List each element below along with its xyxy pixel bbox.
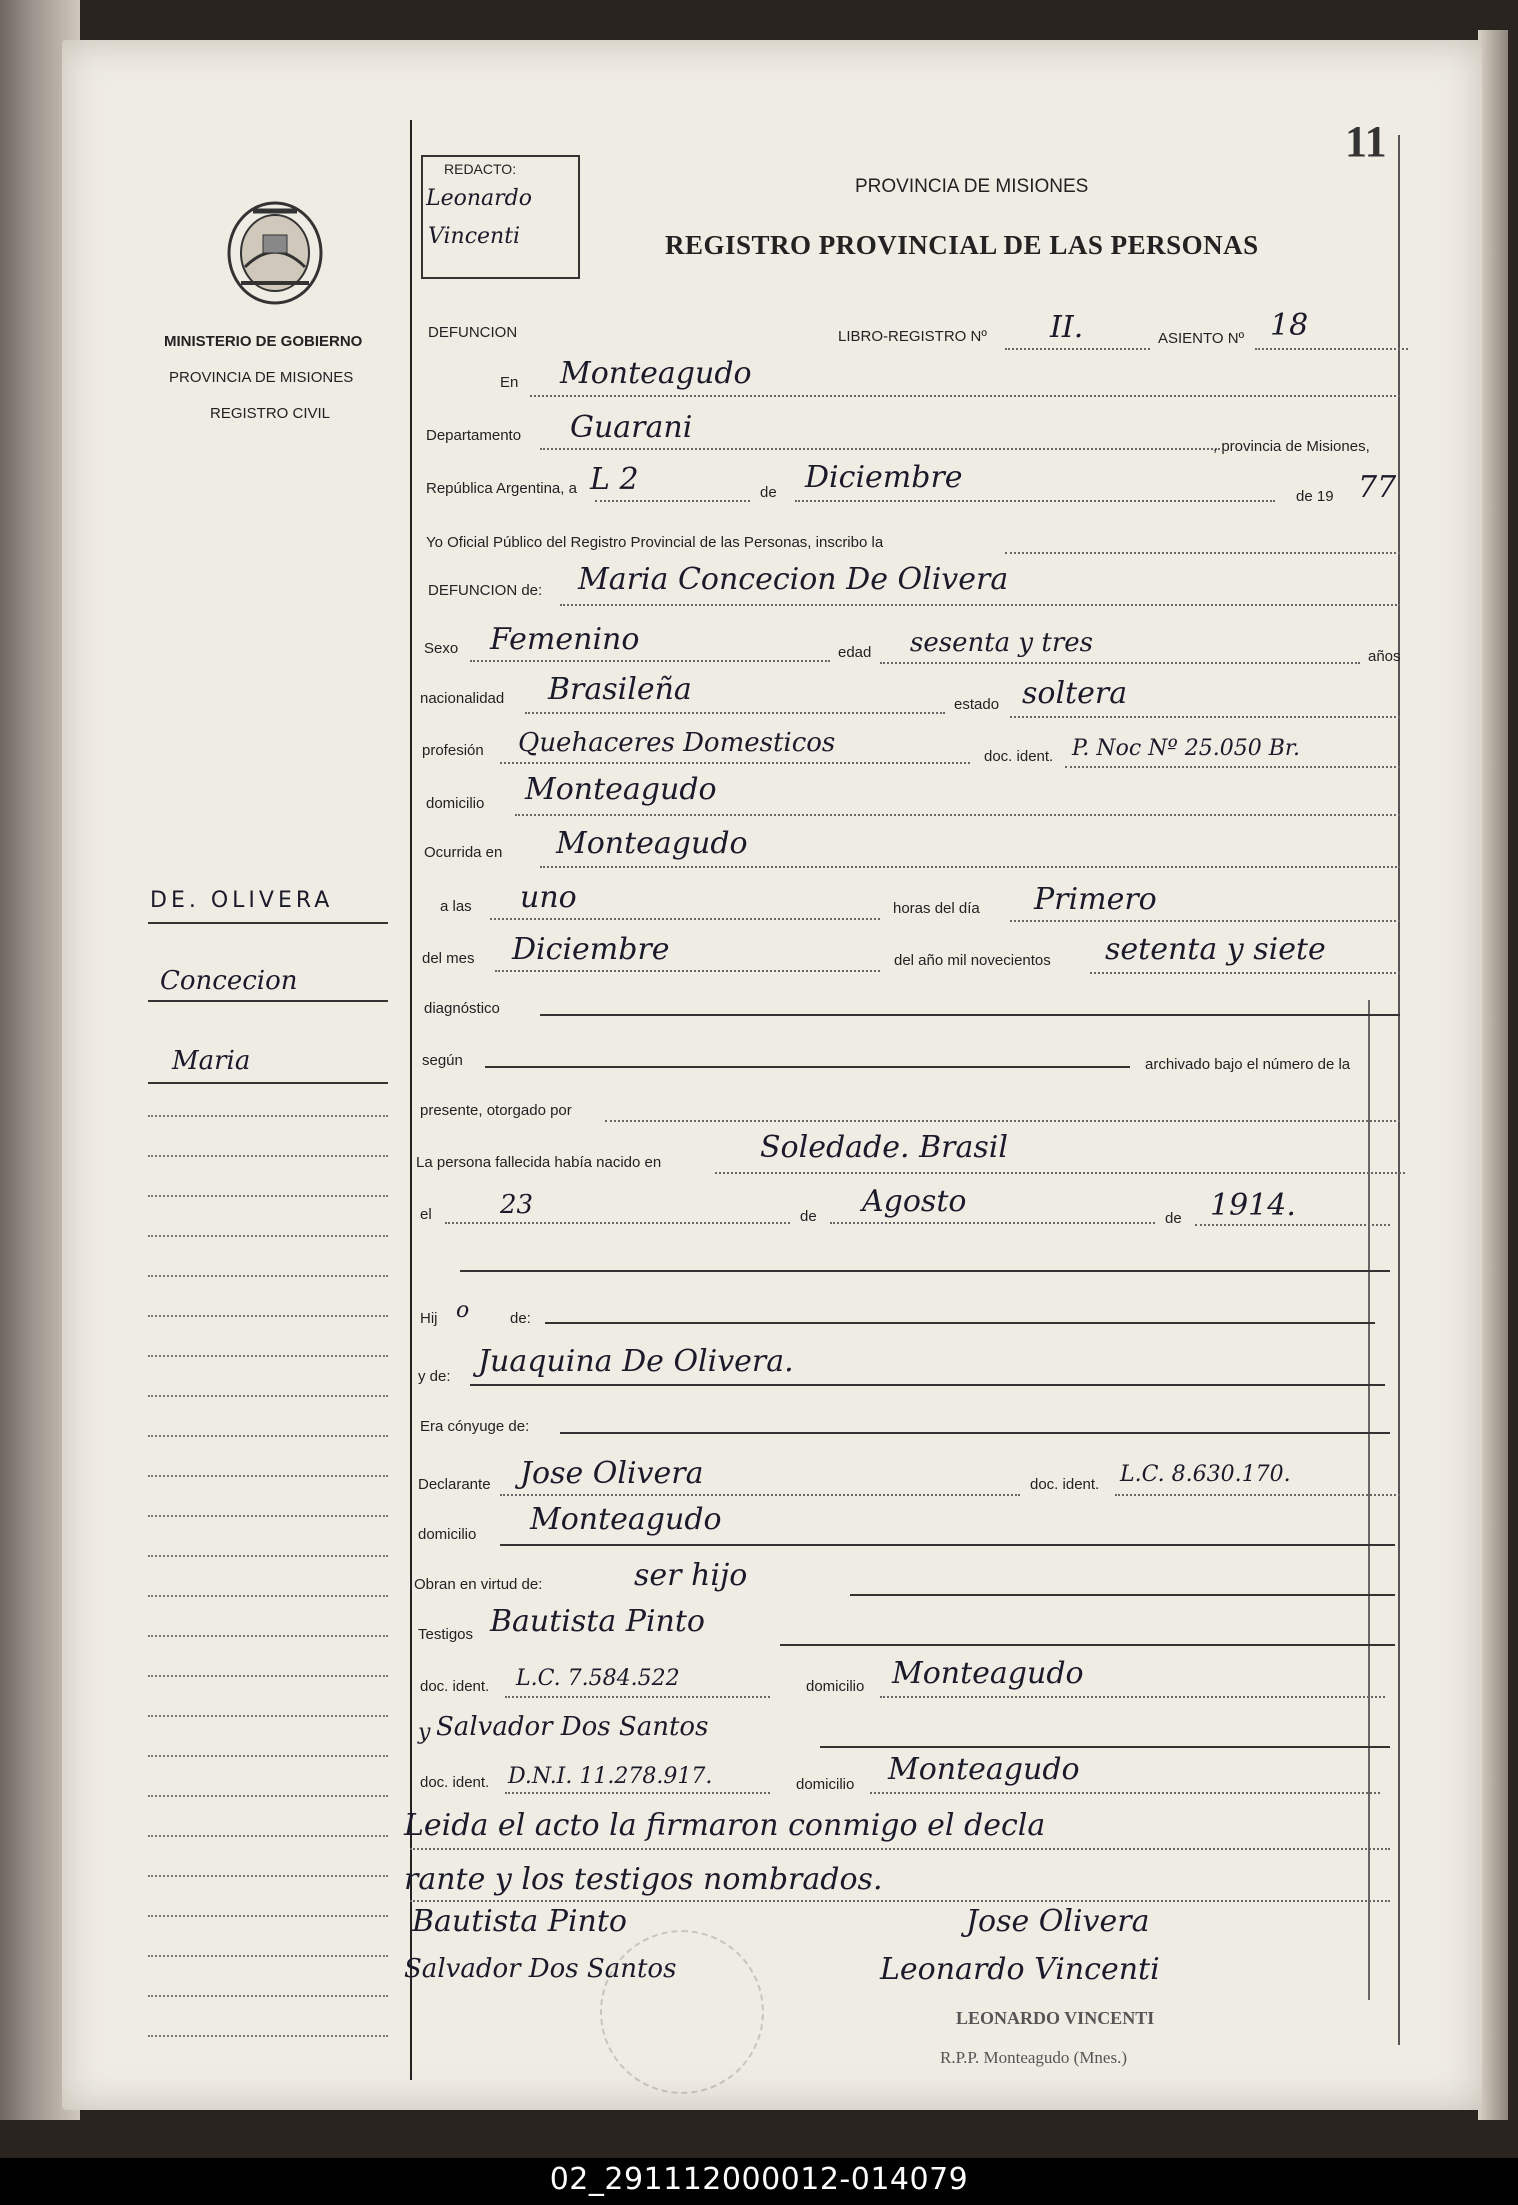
de-year-label: de 19: [1296, 488, 1334, 505]
anio-value: setenta y siete: [1105, 932, 1326, 967]
doc-ident-line: [1065, 766, 1400, 768]
t2-dom-label: domicilio: [796, 1776, 855, 1793]
defuncion-de-value: Maria Concecion De Olivera: [578, 562, 1009, 597]
defuncion-label: DEFUNCION: [428, 324, 518, 341]
hij-label: Hij: [420, 1310, 438, 1327]
margin-line: [148, 1875, 388, 1877]
margin-line: [148, 1635, 388, 1637]
presente-line: [605, 1120, 1400, 1122]
el-value: 23: [500, 1190, 534, 1220]
officer-title: R.P.P. Monteagudo (Mnes.): [940, 2048, 1128, 2067]
left-registry-label: REGISTRO CIVIL: [210, 405, 331, 422]
dia-value: L 2: [590, 462, 639, 497]
doc-ident-label: doc. ident.: [984, 748, 1054, 765]
margin-line: [148, 1515, 388, 1517]
sexo-value: Femenino: [490, 622, 640, 657]
signature-leonardo-vincenti: Leonardo Vincenti: [880, 1952, 1160, 1987]
edad-value: sesenta y tres: [910, 628, 1093, 658]
declarante-label: Declarante: [418, 1476, 491, 1493]
alas-value: uno: [520, 880, 577, 915]
en-value: Monteagudo: [560, 356, 752, 391]
margin-line: [148, 1275, 388, 1277]
el-line: [445, 1222, 790, 1224]
domicilio-line: [515, 814, 1400, 816]
estado-label: estado: [954, 696, 1000, 713]
margin-line: [148, 1355, 388, 1357]
margin-line: [148, 1595, 388, 1597]
header-title: REGISTRO PROVINCIAL DE LAS PERSONAS: [665, 230, 1259, 260]
t1-doc-line: [505, 1696, 770, 1698]
hij-line: [545, 1322, 1375, 1324]
right-frame-line: [1398, 135, 1400, 2045]
testigo1-value: Bautista Pinto: [490, 1604, 705, 1639]
mes-value: Diciembre: [805, 460, 963, 495]
margin-line: [148, 1475, 388, 1477]
margin-line: [148, 1115, 388, 1117]
testigos-label: Testigos: [418, 1626, 474, 1643]
nacido-line: [715, 1172, 1405, 1174]
nacionalidad-value: Brasileña: [548, 672, 692, 707]
diagnostico-label: diagnóstico: [424, 1000, 500, 1017]
margin-name1: Maria: [172, 1046, 251, 1076]
sexo-label: Sexo: [424, 640, 459, 657]
closing-line2: rante y los testigos nombrados.: [404, 1862, 883, 1897]
margin-line: [148, 2035, 388, 2037]
decl-doc-value: L.C. 8.630.170.: [1120, 1462, 1291, 1487]
de2-label: de: [800, 1208, 817, 1225]
anos-label: años: [1368, 648, 1401, 665]
margin-line: [148, 1155, 388, 1157]
horas-line: [1010, 920, 1400, 922]
diagnostico-line: [540, 1014, 1400, 1016]
asiento-label: ASIENTO Nº: [1158, 330, 1245, 347]
profesion-line: [500, 762, 970, 764]
margin-line: [148, 922, 388, 924]
yde-label: y de:: [418, 1368, 451, 1385]
margin-line: [148, 1082, 388, 1084]
margin-line: [148, 1795, 388, 1797]
decl-doc-label: doc. ident.: [1030, 1476, 1100, 1493]
obran-value: ser hijo: [634, 1558, 748, 1593]
domicilio-label: domicilio: [426, 795, 485, 812]
t2-doc-value: D.N.I. 11.278.917.: [508, 1764, 713, 1789]
redacto-signature-line1: Leonardo: [426, 186, 533, 211]
decl-dom-value: Monteagudo: [530, 1502, 722, 1537]
dia-line: [595, 500, 750, 502]
decl-doc-line: [1115, 1494, 1400, 1496]
sexo-line: [470, 660, 830, 662]
nacido-label: La persona fallecida había nacido en: [416, 1154, 662, 1171]
margin-line: [148, 1835, 388, 1837]
presente-label: presente, otorgado por: [420, 1102, 572, 1119]
obran-line: [850, 1594, 1395, 1596]
de-label: de: [760, 484, 777, 501]
estado-line: [1010, 716, 1400, 718]
yde-line: [470, 1384, 1385, 1386]
asiento-value: 18: [1270, 308, 1309, 343]
profesion-label: profesión: [422, 742, 484, 759]
en-line: [530, 395, 1400, 397]
page-number: 11: [1345, 117, 1387, 166]
alas-line: [490, 918, 880, 920]
signature-bautista-pinto: Bautista Pinto: [412, 1904, 627, 1939]
testigo1-line: [780, 1644, 1395, 1646]
margin-line: [148, 1955, 388, 1957]
conyuge-label: Era cónyuge de:: [420, 1418, 530, 1435]
redacto-label: REDACTO:: [444, 161, 517, 177]
left-province-label: PROVINCIA DE MISIONES: [169, 369, 354, 386]
estado-value: soltera: [1022, 676, 1128, 711]
mes-line: [795, 500, 1275, 502]
defuncion-de-label: DEFUNCION de:: [428, 582, 543, 599]
oficial-text: Yo Oficial Público del Registro Provincial de las Personas, inscribo la: [426, 534, 884, 551]
republica-label: República Argentina, a: [426, 480, 577, 497]
testigo2-prefix: y: [418, 1720, 431, 1745]
libro-line: [1005, 348, 1150, 350]
margin-line: [148, 1715, 388, 1717]
conyuge-line: [560, 1432, 1390, 1434]
closing-line1: Leida el acto la firmaron conmigo el decla: [404, 1808, 1046, 1843]
margin-line: [148, 1395, 388, 1397]
decl-dom-label: domicilio: [418, 1526, 477, 1543]
nac-mes-value: Agosto: [862, 1184, 967, 1219]
margin-name2: Concecion: [160, 966, 298, 996]
margin-line: [148, 1435, 388, 1437]
provincia-suffix: , provincia de Misiones,: [1213, 438, 1370, 455]
departamento-value: Guarani: [570, 410, 693, 445]
ocurrida-line: [540, 866, 1400, 868]
oficial-line: [1005, 552, 1400, 554]
image-caption: 02_291112000012-014079: [549, 2162, 969, 2197]
t2-dom-value: Monteagudo: [888, 1752, 1080, 1787]
horas-value: Primero: [1034, 882, 1157, 917]
ministry-label: MINISTERIO DE GOBIERNO: [164, 333, 363, 350]
ocurrida-value: Monteagudo: [556, 826, 748, 861]
t2-doc-line: [505, 1792, 770, 1794]
signature-salvador-dos-santos: Salvador Dos Santos: [404, 1954, 677, 1984]
t2-dom-line: [870, 1792, 1380, 1794]
redacto-signature-line2: Vincenti: [428, 224, 521, 249]
margin-line: [148, 1315, 388, 1317]
doc-ident-value: P. Noc Nº 25.050 Br.: [1072, 736, 1300, 761]
horas-label: horas del día: [893, 900, 980, 917]
el-label: el: [420, 1206, 432, 1223]
inner-frame-line: [1368, 1000, 1370, 2000]
margin-line: [148, 1195, 388, 1197]
t1-dom-line: [880, 1696, 1385, 1698]
margin-divider-line: [410, 120, 412, 2080]
obran-label: Obran en virtud de:: [414, 1576, 543, 1593]
segun-line: [485, 1066, 1130, 1068]
margin-line: [148, 1675, 388, 1677]
closing-line1-rule: [410, 1848, 1390, 1850]
header-province: PROVINCIA DE MISIONES: [855, 176, 1089, 197]
defuncion-de-line: [560, 604, 1400, 606]
departamento-label: Departamento: [426, 427, 522, 444]
nacido-value: Soledade. Brasil: [760, 1130, 1008, 1165]
testigo2-line: [820, 1746, 1390, 1748]
t1-dom-label: domicilio: [806, 1678, 865, 1695]
margin-line: [148, 1555, 388, 1557]
asiento-line: [1255, 348, 1408, 350]
official-stamp: [600, 1930, 764, 2094]
t1-doc-label: doc. ident.: [420, 1678, 490, 1695]
en-label: En: [500, 374, 519, 391]
mes2-line: [495, 970, 880, 972]
nac-mes-line: [830, 1222, 1155, 1224]
signature-jose-olivera: Jose Olivera: [966, 1904, 1150, 1939]
testigo2-value: Salvador Dos Santos: [436, 1712, 709, 1742]
hij-de-label: de:: [510, 1310, 531, 1327]
anio-line: [1090, 972, 1400, 974]
profesion-value: Quehaceres Domesticos: [518, 728, 836, 758]
nacionalidad-line: [525, 712, 945, 714]
domicilio-value: Monteagudo: [525, 772, 717, 807]
hij-value: o: [456, 1298, 470, 1323]
officer-name: LEONARDO VINCENTI: [956, 2008, 1155, 2028]
closing-line2-rule: [410, 1900, 1390, 1902]
nacionalidad-label: nacionalidad: [420, 690, 505, 707]
archivado-label: archivado bajo el número de la: [1145, 1056, 1351, 1073]
de3-label: de: [1165, 1210, 1182, 1227]
t1-dom-value: Monteagudo: [892, 1656, 1084, 1691]
mes-label: del mes: [422, 950, 475, 967]
edad-label: edad: [838, 644, 872, 661]
yde-value: Juaquina De Olivera.: [478, 1344, 794, 1379]
page-edge: [1478, 30, 1508, 2120]
margin-line: [148, 1755, 388, 1757]
alas-label: a las: [440, 898, 472, 915]
edad-line: [880, 662, 1360, 664]
margin-line: [148, 1915, 388, 1917]
departamento-line: [540, 448, 1220, 450]
margin-line: [148, 1000, 388, 1002]
libro-value: II.: [1050, 310, 1084, 345]
nac-year-line: [1195, 1224, 1390, 1226]
margin-line: [148, 1995, 388, 1997]
anio-label: del año mil novecientos: [894, 952, 1051, 969]
blank-line: [460, 1270, 1390, 1272]
register-page: [62, 40, 1482, 2110]
t1-doc-value: L.C. 7.584.522: [516, 1666, 680, 1691]
ocurrida-label: Ocurrida en: [424, 844, 503, 861]
declarante-line: [500, 1494, 1020, 1496]
mes2-value: Diciembre: [512, 932, 670, 967]
margin-line: [148, 1235, 388, 1237]
declarante-value: Jose Olivera: [520, 1456, 704, 1491]
year-value: 77: [1358, 470, 1397, 505]
t2-doc-label: doc. ident.: [420, 1774, 490, 1791]
margin-surname: DE. OLIVERA: [150, 888, 334, 913]
libro-label: LIBRO-REGISTRO Nº: [838, 328, 987, 345]
province-emblem-icon: [223, 197, 328, 309]
segun-label: según: [422, 1052, 463, 1069]
decl-dom-line: [500, 1544, 1395, 1546]
nac-year-value: 1914.: [1210, 1188, 1296, 1223]
